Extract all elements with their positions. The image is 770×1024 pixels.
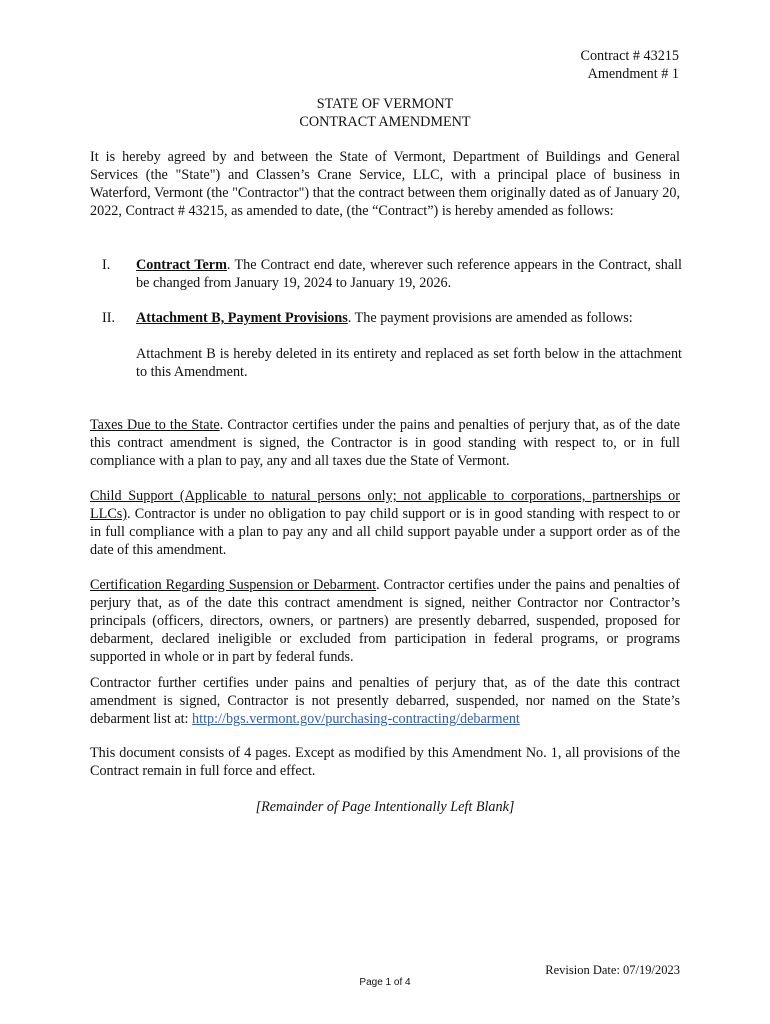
item-heading: Attachment B, Payment Provisions: [136, 310, 348, 326]
certification-paragraph: [90, 576, 680, 666]
amendment-number: Amendment # 1: [587, 66, 679, 82]
item-contract-term: [136, 256, 682, 292]
further-text: Contractor further certifies under pains and penalties of perjury that, as of the date this contract amendment is signed, Contractor is not presently debarred, suspended, nor named on the State’s debarment list at:: [90, 675, 680, 727]
page-count-paragraph: This document consists of 4 pages. Except as modified by this Amendment No. 1, all provisions of the Contract remain in full force and effect.: [90, 745, 680, 779]
remainder-blank-note: [Remainder of Page Intentionally Left Blank]: [255, 799, 515, 815]
debarment-link[interactable]: http://bgs.vermont.gov/purchasing-contracting/debarment: [192, 711, 520, 727]
certification-heading: Certification Regarding Suspension or Debarment: [90, 577, 377, 593]
further-certification-paragraph: [90, 674, 680, 728]
taxes-paragraph: [90, 416, 680, 470]
child-support-text: . Contractor is under no obligation to pay child support or is in good standing with respect to or in full compliance with a plan to pay any and all child support payable under a support order as of the date of this amendment.: [90, 506, 680, 558]
revision-date: Revision Date: 07/19/2023: [545, 963, 680, 977]
document-title-state: STATE OF VERMONT: [316, 96, 454, 112]
child-support-heading: Child Support (Applicable to natural persons only; not applicable to corporations, partnerships or LLCs): [90, 488, 680, 522]
item-heading: Contract Term: [136, 257, 227, 273]
certification-text: . Contractor certifies under the pains and penalties of perjury that, as of the date this contract amendment is signed, neither Contractor nor Contractor’s principals (officers, directors, owners, or partners) are presently debarred, suspended, proposed for debarment, declared ineligible or excluded from participation in federal programs, or programs supported in whole or in part by federal funds.: [90, 577, 680, 665]
intro-paragraph: It is hereby agreed by and between the State of Vermont, Department of Buildings and General Services (the "State") and Classen’s Crane Service, LLC, with a principal place of business in Waterford, Vermont (the "Contractor") that the contract between them originally dated as of January 20, 2022, Contract # 43215, as amended to date, (the “Contract”) is hereby amended as follows:: [90, 149, 680, 219]
taxes-heading: Taxes Due to the State: [90, 417, 220, 433]
taxes-text: . Contractor certifies under the pains and penalties of perjury that, as of the date this contract amendment is signed, the Contractor is in good standing with respect to, or in full compliance with a plan to pay, any and all taxes due the State of Vermont.: [90, 417, 680, 469]
item-text: . The payment provisions are amended as follows:: [347, 310, 633, 326]
child-support-paragraph: [90, 487, 680, 559]
document-title-amendment: CONTRACT AMENDMENT: [299, 114, 471, 130]
item-text: . The Contract end date, wherever such reference appears in the Contract, shall be changed from January 19, 2024 to January 19, 2026.: [136, 257, 683, 291]
contract-number: Contract # 43215: [580, 48, 679, 64]
item-payment-provisions: [136, 309, 682, 327]
attachment-b-note: Attachment B is hereby deleted in its entirety and replaced as set forth below in the attachment to this Amendment.: [136, 346, 682, 380]
item-numeral: I.: [102, 257, 111, 273]
page-number: Page 1 of 4: [359, 977, 411, 988]
item-numeral: II.: [102, 310, 115, 326]
